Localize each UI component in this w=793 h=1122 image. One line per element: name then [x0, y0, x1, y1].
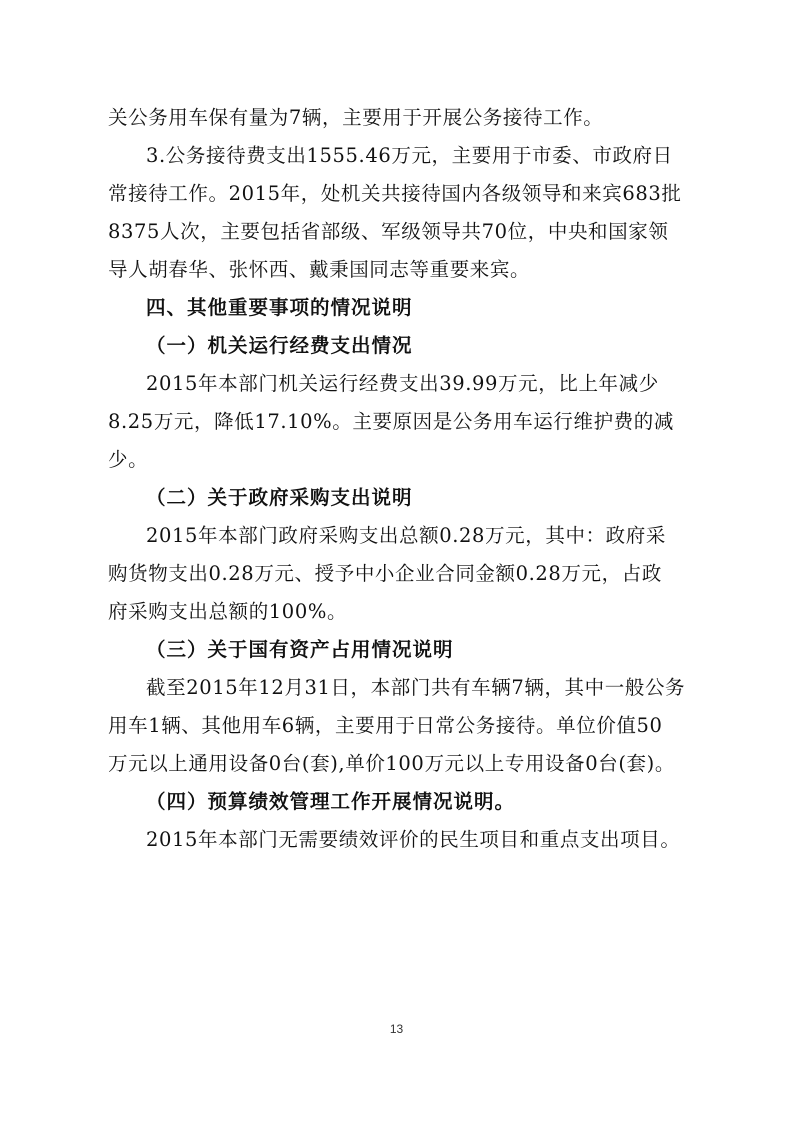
- paragraph-line: 截至2015年12月31日，本部门共有车辆7辆，其中一般公务: [146, 676, 686, 699]
- paragraph-line: 3.公务接待费支出1555.46万元，主要用于市委、市政府日: [146, 144, 673, 167]
- page-number: 13: [389, 1022, 404, 1036]
- paragraph-line: 万元以上通用设备0台(套),单价100万元以上专用设备0台(套)。: [108, 752, 675, 775]
- subsection-heading: （三）关于国有资产占用情况说明: [146, 638, 454, 661]
- paragraph-line: 关公务用车保有量为7辆，主要用于开展公务接待工作。: [108, 106, 604, 129]
- section-heading: 四、其他重要事项的情况说明: [146, 296, 413, 319]
- paragraph-line: 府采购支出总额的100%。: [108, 600, 348, 623]
- paragraph-line: 2015年本部门政府采购支出总额0.28万元，其中：政府采: [146, 524, 666, 547]
- subsection-heading: （二）关于政府采购支出说明: [146, 486, 413, 509]
- paragraph-line: 常接待工作。2015年，处机关共接待国内各级领导和来宾683批: [108, 182, 682, 205]
- subsection-heading: （四）预算绩效管理工作开展情况说明。: [146, 790, 516, 813]
- subsection-heading: （一）机关运行经费支出情况: [146, 334, 413, 357]
- paragraph-line: 2015年本部门无需要绩效评价的民生项目和重点支出项目。: [146, 828, 681, 851]
- paragraph-line: 购货物支出0.28万元、授予中小企业合同金额0.28万元，占政: [108, 562, 662, 585]
- paragraph-line: 用车1辆、其他用车6辆，主要用于日常公务接待。单位价值50: [108, 714, 663, 737]
- paragraph-line: 导人胡春华、张怀西、戴秉国同志等重要来宾。: [108, 258, 531, 281]
- paragraph-line: 8.25万元，降低17.10%。主要原因是公务用车运行维护费的减: [108, 410, 674, 433]
- paragraph-line: 8375人次，主要包括省部级、军级领导共70位，中央和国家领: [108, 220, 669, 243]
- paragraph-line: 2015年本部门机关运行经费支出39.99万元，比上年减少: [146, 372, 659, 395]
- paragraph-line: 少。: [108, 448, 149, 471]
